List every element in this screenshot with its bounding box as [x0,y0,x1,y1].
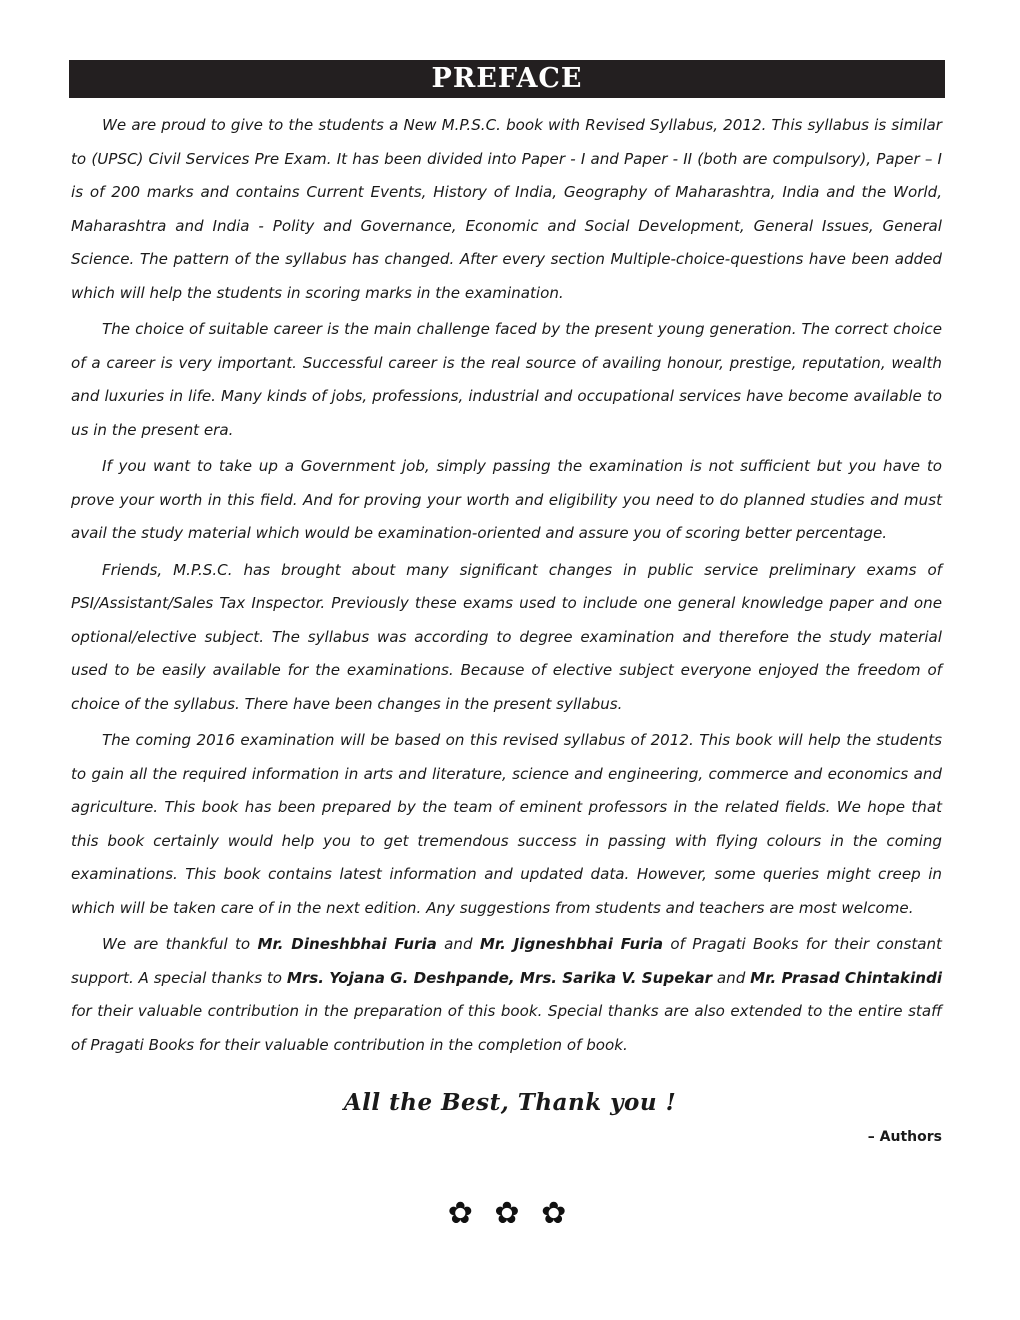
closing-line: All the Best, Thank you ! [343,1089,677,1116]
ack-text: of Pragati Books for their constant support. A special thanks to [71,935,942,987]
ack-text: We are thankful to [102,935,258,953]
preface-body [71,109,942,1065]
ack-name: Mrs. Yojana G. Deshpande, Mrs. Sarika V. Supekar [286,968,713,987]
paragraph-acknowledgements [71,928,942,1062]
signature: – Authors [867,1129,942,1145]
paragraph-career: The choice of suitable career is the main challenge faced by the present young generation. The correct choice of a career is very important. Successful career is the real source of availing honour, prestige, reputation, wealth and luxuries in life. Many kinds of jobs, professions, industrial and occupational services have become available to us in the present era. [71,320,942,439]
page-title: PREFACE [69,60,945,98]
paragraph-government-job: If you want to take up a Government job, simply passing the examination is not sufficient but you have to prove your worth in this field. And for proving your worth and eligibility you need to do planned studies and must avail the study material which would be examination-oriented and assure you of scoring better percentage. [71,457,942,542]
paragraph-intro: We are proud to give to the students a New M.P.S.C. book with Revised Syllabus, 2012. This syllabus is similar to (UPSC) Civil Services Pre Exam. It has been divided into Paper - I and Paper - II (both are compulsory), Paper – I is of 200 marks and contains Current Events, History of India, Geography of Maharashtra, India and the World, Maharashtra and India - Polity and Governance, Economic and Social Development, General Issues, General Science. The pattern of the syllabus has changed. After every section Multiple-choice-questions have been added which will help the students in scoring marks in the examination. [71,116,942,302]
ack-name: Mr. Jigneshbhai Furia [479,935,664,953]
ack-text: for their valuable contribution in the preparation of this book. Special thanks are also extended to the entire staff of Pragati Books for their valuable contribution in the completion of book. [71,1002,942,1054]
flower-ornament-icon: ✿ ✿ ✿ [447,1196,573,1231]
ack-text: and [436,935,480,953]
paragraph-exam-changes: Friends, M.P.S.C. has brought about many significant changes in public service preliminary exams of PSI/Assistant/Sales Tax Inspector. Previously these exams used to include one general knowledge paper and one optional/elective subject. The syllabus was according to degree examination and therefore the study material used to be easily available for the examinations. Because of elective subject everyone enjoyed the freedom of choice of the syllabus. There have been changes in the present syllabus. [71,560,942,713]
paragraph-revised-syllabus: The coming 2016 examination will be based on this revised syllabus of 2012. This book will help the students to gain all the required information in arts and literature, science and engineering, commerce and economics and agriculture. This book has been prepared by the team of eminent professors in the related fields. We hope that this book certainly would help you to get tremendous success in passing with flying colours in the coming examinations. This book contains latest information and updated data. However, some queries might creep in which will be taken care of in the next edition. Any suggestions from students and teachers are most welcome. [71,731,942,917]
ack-name: Mr. Dineshbhai Furia [257,935,437,953]
ack-text: and [712,968,751,987]
ack-name: Mr. Prasad Chintakindi [750,968,942,987]
